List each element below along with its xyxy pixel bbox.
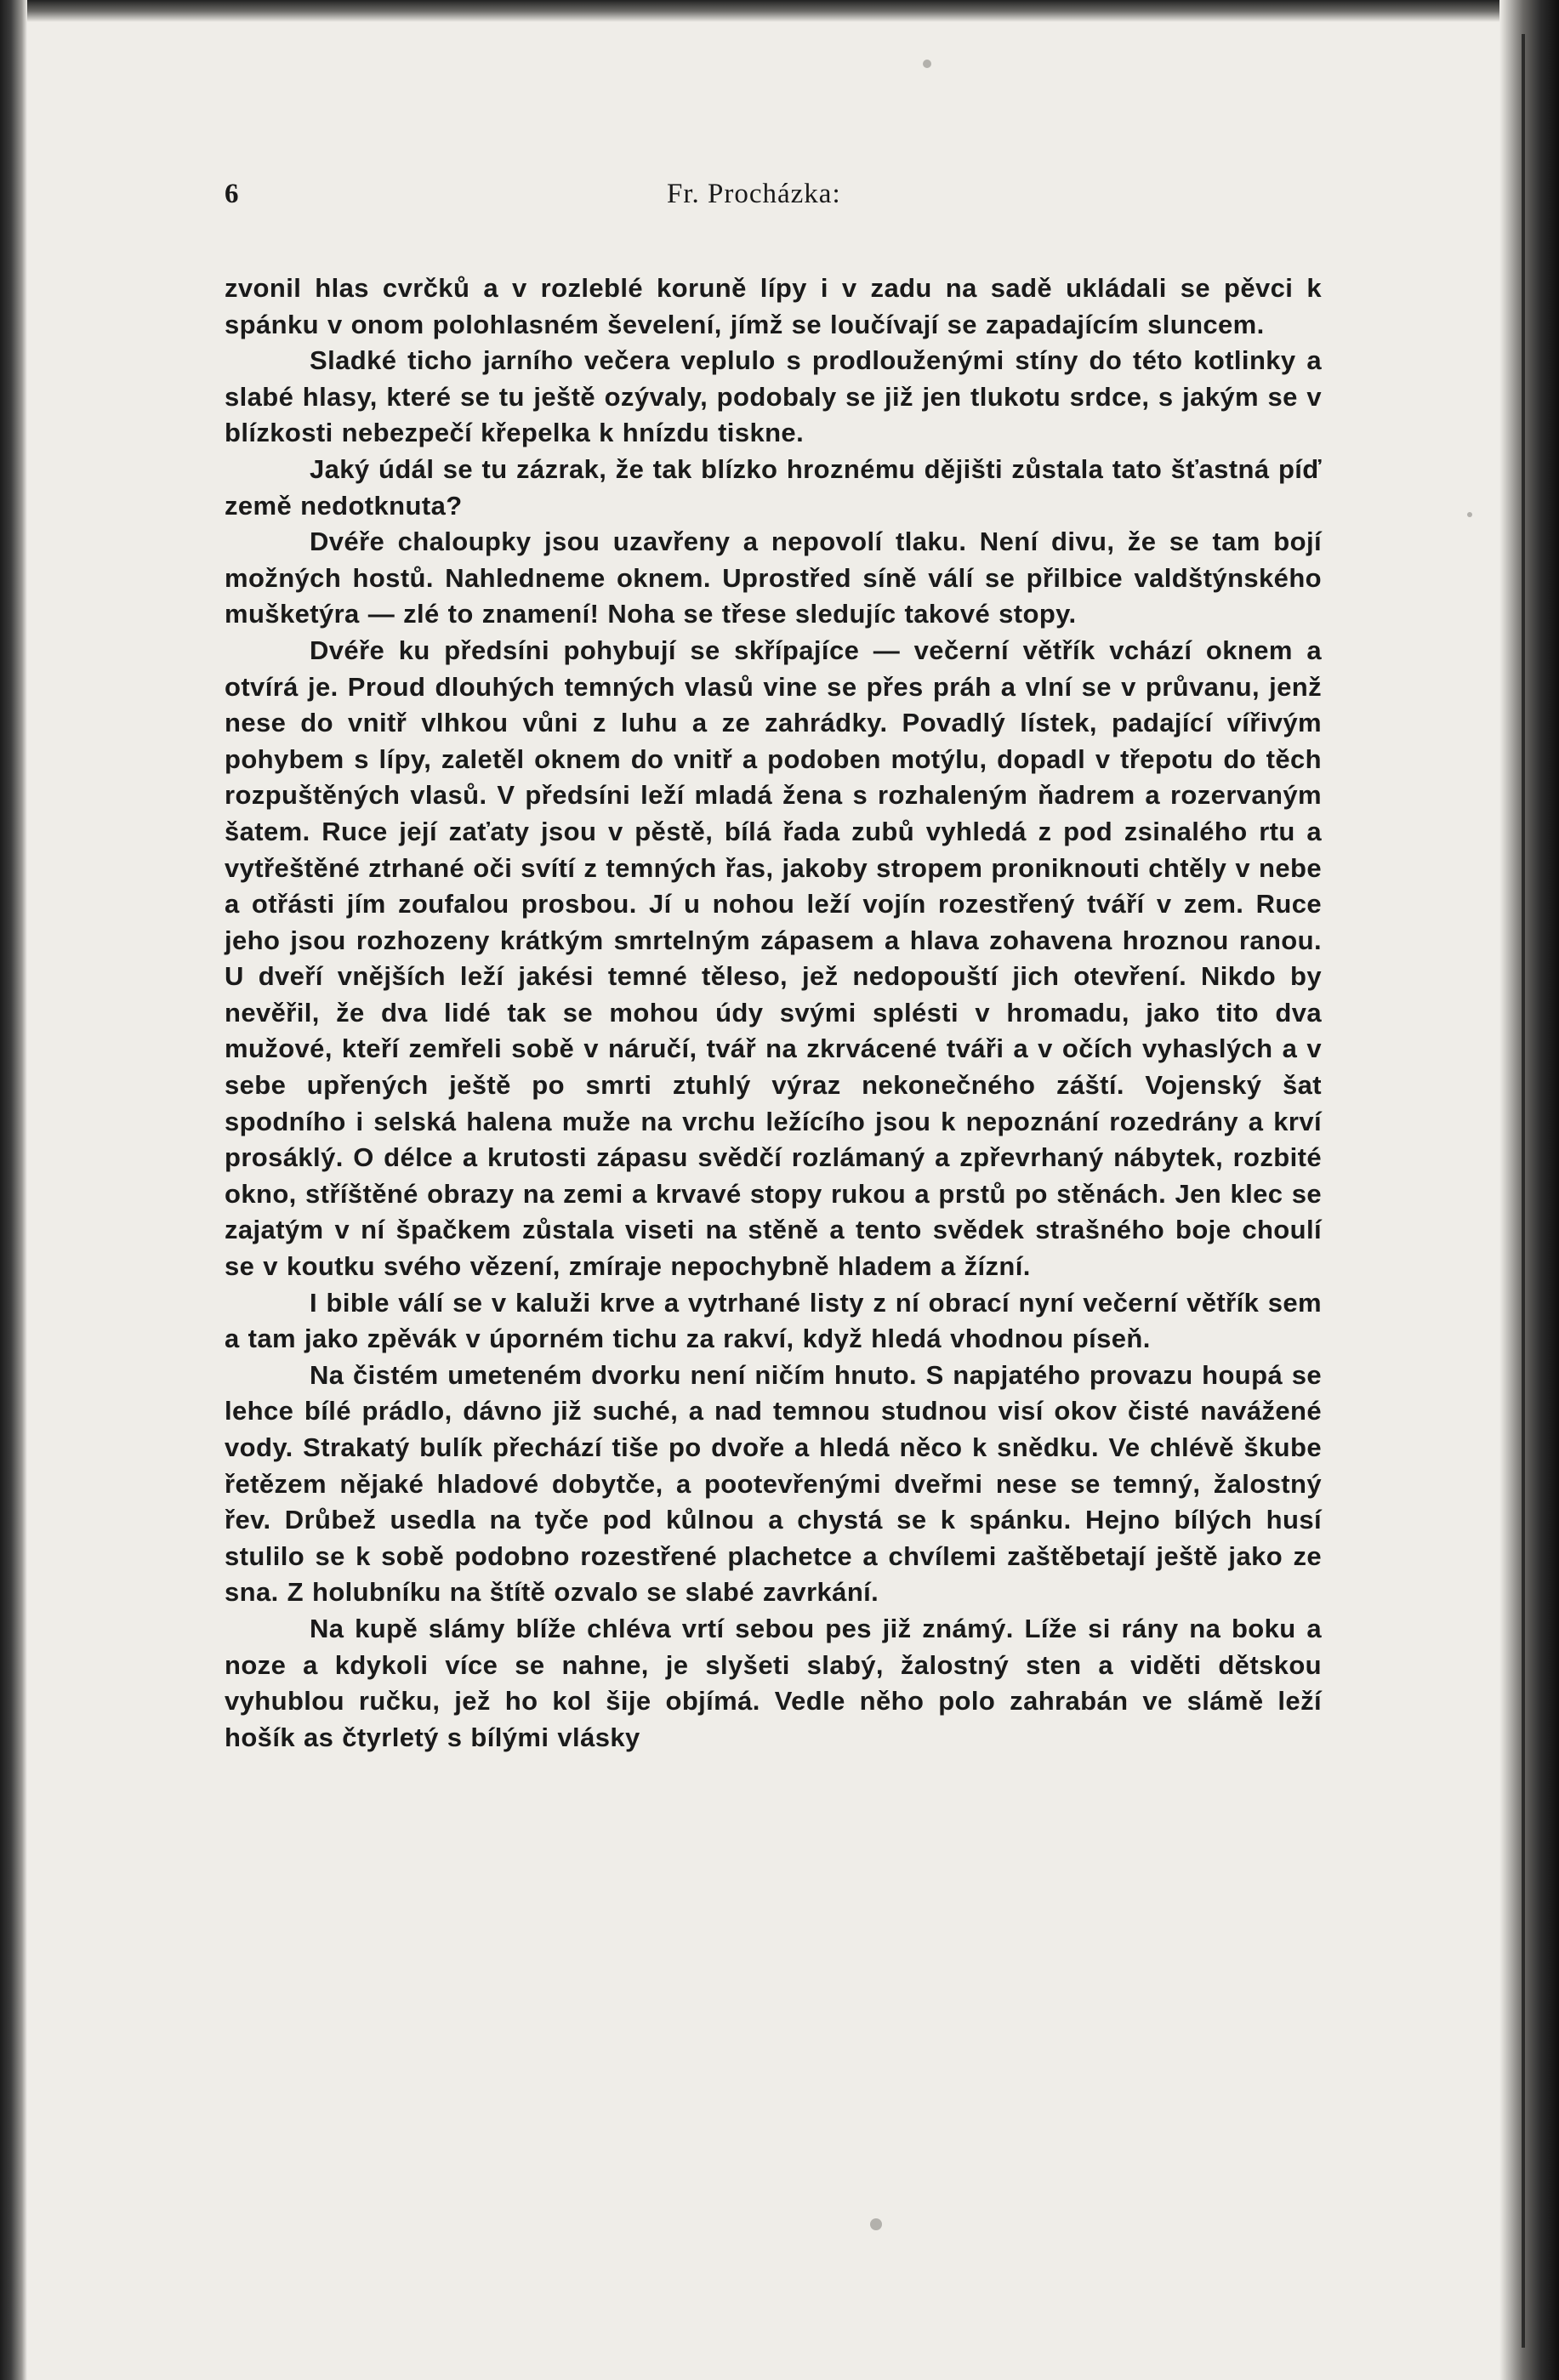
scan-speck bbox=[1467, 512, 1472, 517]
paragraph: Dvéře ku předsíni pohybují se skřípajíce — večerní větřík vchází oknem a otvírá je. Proud dlouhých temných vlasů vine se přes práh a vlní se v průvanu, jenž nese do vnitř vlhkou vůni z luhu a ze zahrádky. Povadlý lístek, padající vířivým pohybem s lípy, zaletěl oknem do vnitř a podoben motýlu, dopadl v třepotu do těch rozpuštěných vlasů. V předsíni leží mladá žena s rozhaleným ňadrem a rozervaným šatem. Ruce její zaťaty jsou v pěstě, bílá řada zubů vyhledá z pod zsinalého rtu a vytřeštěné ztrhané oči svítí z temných řas, jakoby stropem proniknouti chtěly v nebe a otřásti jím zoufalou prosbou. Jí u nohou leží vojín rozestřený tváří v zem. Ruce jeho jsou rozhozeny krátkým smrtelným zápasem a hlava zohavena hroznou ranou. U dveří vnějších leží jakési temné těleso, jež nedopouští jich otevření. Nikdo by nevěřil, že dva lidé tak se mohou údy svými splésti v hromadu, jako tito dva mužové, kteří zemřeli sobě v náručí, tvář na zkrvácené tváři a v očích vyhaslých a v sebe upřených ještě po smrti ztuhlý výraz nekonečného záští. Vojenský šat spodního i selská halena muže na vrchu ležícího jsou k nepoznání rozedrány a krví prosáklý. O délce a krutosti zápasu svědčí rozlámaný a zpřevrhaný nábytek, rozbité okno, stříštěné obrazy na zemi a krvavé stopy rukou a prstů po stěnách. Jen klec se zajatým v ní špačkem zůstala viseti na stěně a tento svědek strašného boje choulí se v koutku svého vězení, zmíraje nepochybně hladem a žízní. bbox=[225, 635, 1322, 1282]
scan-edge-top bbox=[0, 0, 1559, 22]
scan-edge-right bbox=[1499, 0, 1559, 2380]
book-spine-shadow bbox=[1522, 34, 1525, 2348]
paragraph: Na kupě slámy blíže chléva vrtí sebou pes již známý. Líže si rány na boku a noze a kdykoli více se nahne, je slyšeti slabý, žalostný sten a viděti dětskou vyhublou ručku, jež ho kol šije objímá. Vedle něho polo zahrabán ve slámě leží hošík as čtyrletý s bílými vlásky bbox=[225, 1613, 1322, 1752]
page-number: 6 bbox=[225, 179, 239, 209]
paragraph: I bible válí se v kaluži krve a vytrhané listy z ní obrací nyní večerní větřík sem a tam jako zpěvák v úporném tichu za rakví, když hledá vhodnou píseň. bbox=[225, 1287, 1322, 1354]
paragraph: Jaký údál se tu zázrak, že tak blízko hroznému dějišti zůstala tato šťastná píď země nedotknuta? bbox=[225, 453, 1322, 521]
page-header bbox=[225, 179, 1322, 221]
scan-speck bbox=[923, 60, 931, 68]
paragraph: Na čistém umeteném dvorku není ničím hnuto. S napjatého provazu houpá se lehce bílé prádlo, dávno již suché, a nad temnou studnou visí okov čisté navážené vody. Strakatý bulík přechází tiše po dvoře a hledá něco k snědku. Ve chlévě škube řetězem nějaké hladové dobytče, a pootevřenými dveřmi nese se temný, žalostný řev. Drůbež usedla na tyče pod kůlnou a chystá se k spánku. Hejno bílých husí stulilo se k sobě podobno rozestřené plachetce a chvílemi zaštěbetají ještě jako ze sna. Z holubníku na štítě ozvalo se slabé zavrkání. bbox=[225, 1359, 1322, 1608]
paragraph: Sladké ticho jarního večera veplulo s prodlouženými stíny do této kotlinky a slabé hlasy, které se tu ještě ozývaly, podobaly se již jen tlukotu srdce, s jakým se v blízkosti nebezpečí křepelka k hnízdu tiskne. bbox=[225, 345, 1322, 448]
paragraph: zvonil hlas cvrčků a v rozleblé koruně lípy i v zadu na sadě ukládali se pěvci k spánku v onom polohlasném ševelení, jímž se loučívají se zapadajícím sluncem. bbox=[225, 273, 1322, 339]
book-page bbox=[225, 179, 1322, 1756]
running-head: Fr. Procházka: bbox=[667, 179, 841, 209]
scan-speck bbox=[870, 2218, 882, 2230]
scan-edge-left bbox=[0, 0, 27, 2380]
paragraph: Dvéře chaloupky jsou uzavřeny a nepovolí tlaku. Není divu, že se tam bojí možných hostů. Nahledneme oknem. Uprostřed síně válí se přilbice valdštýnského mušketýra — zlé to znamení! Noha se třese sledujíc takové stopy. bbox=[225, 527, 1322, 629]
body-text bbox=[225, 270, 1322, 1756]
